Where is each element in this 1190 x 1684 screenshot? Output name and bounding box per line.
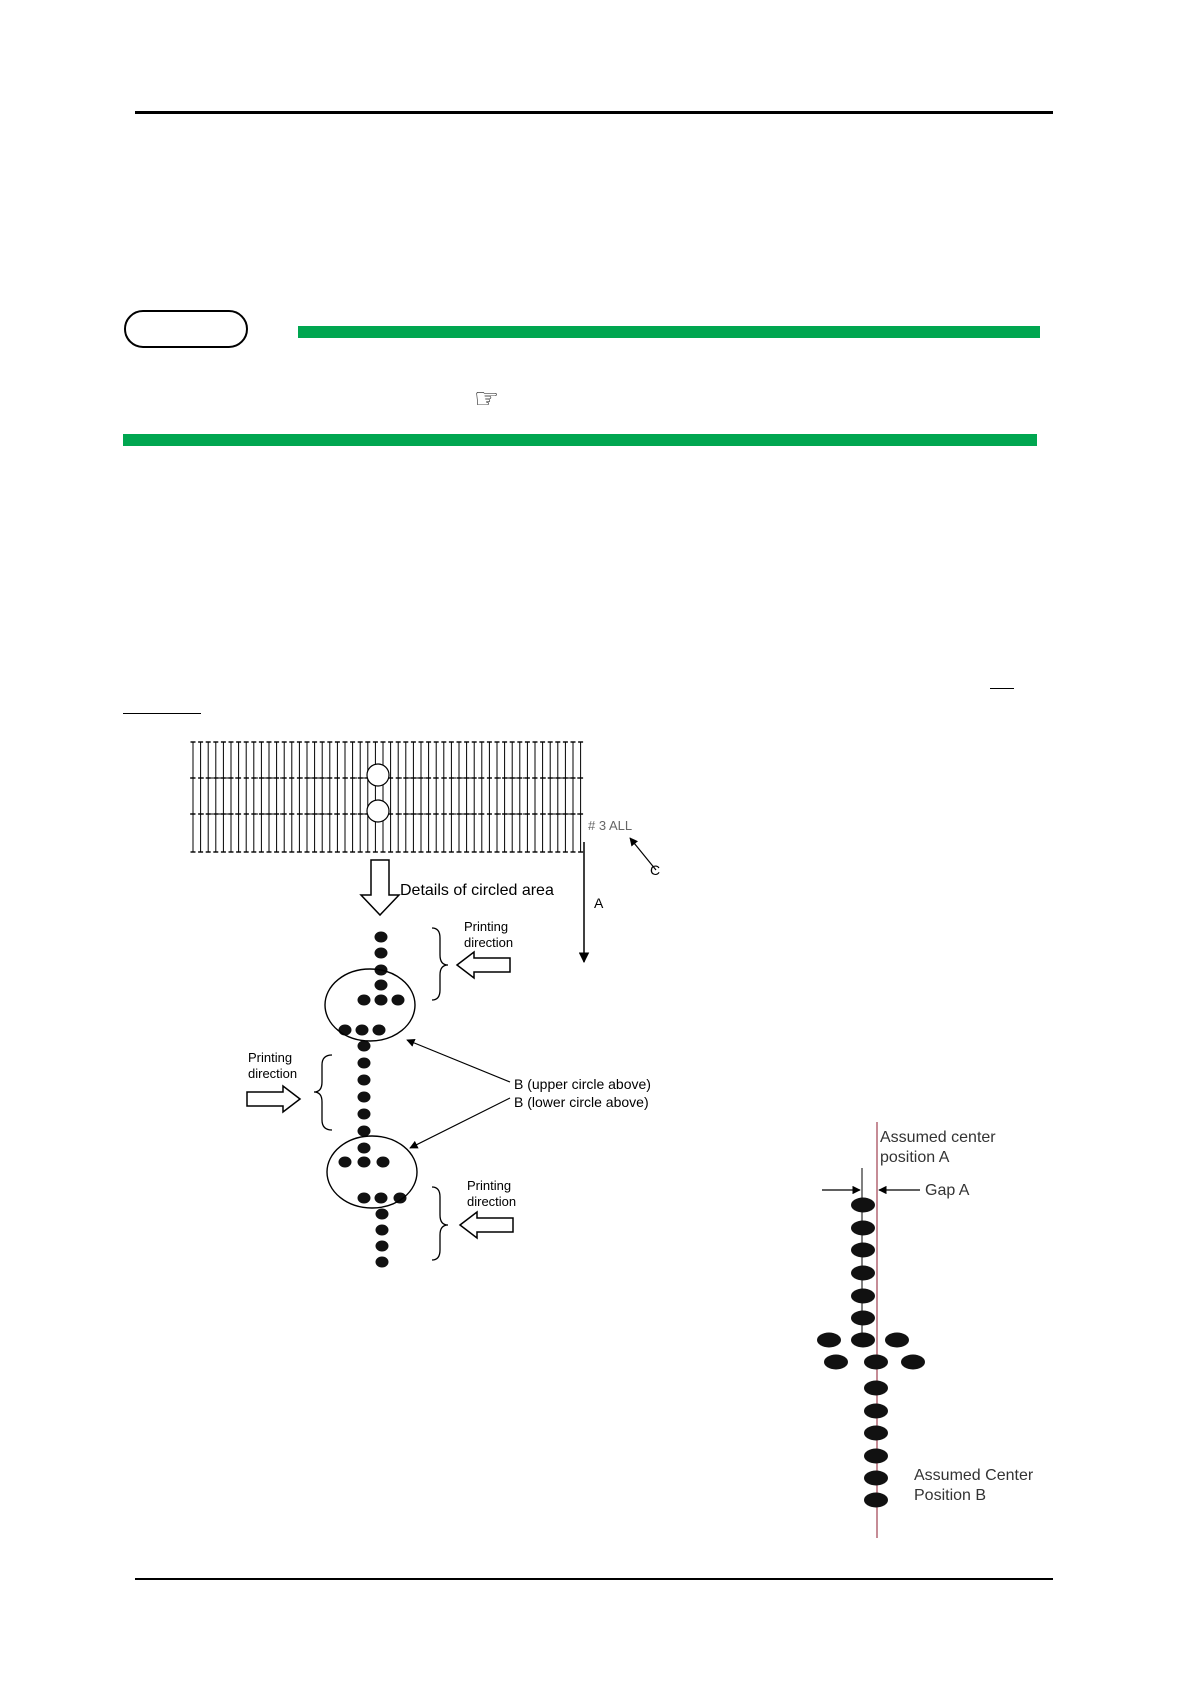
label-a: A <box>594 895 604 911</box>
details-caption: Details of circled area <box>400 882 554 899</box>
brace-lower <box>432 1187 448 1260</box>
pattern-label: # 3 ALL <box>588 818 633 833</box>
print-dot <box>358 1193 371 1204</box>
print-dot <box>375 932 388 943</box>
print-dot <box>851 1289 875 1304</box>
print-dot <box>376 1209 389 1220</box>
print-dot <box>358 1092 371 1103</box>
print-dot <box>358 1126 371 1137</box>
printing-direction-2-line2: direction <box>248 1066 298 1081</box>
print-dot <box>864 1404 888 1419</box>
print-dot <box>358 1041 371 1052</box>
detail-circle-lower <box>327 1136 417 1208</box>
print-dot <box>392 995 405 1006</box>
left-arrow-icon <box>460 1212 513 1238</box>
print-dot <box>864 1426 888 1441</box>
print-dot <box>358 1109 371 1120</box>
print-dot <box>864 1471 888 1486</box>
print-dot <box>864 1449 888 1464</box>
printing-direction-1-line2: direction <box>464 935 514 950</box>
print-dot <box>885 1333 909 1348</box>
print-dot <box>376 1241 389 1252</box>
printing-direction-3-line1: Printing <box>467 1178 512 1193</box>
print-dot <box>358 995 371 1006</box>
brace-middle <box>314 1055 332 1130</box>
print-dot <box>851 1333 875 1348</box>
label-b-lower: B (lower circle above) <box>514 1094 649 1110</box>
print-dot <box>851 1266 875 1281</box>
center-b-line2: Position B <box>914 1487 987 1504</box>
print-dot <box>375 980 388 991</box>
dot-detail <box>339 932 407 1268</box>
pointing-hand-icon: ☞ <box>474 382 500 415</box>
print-dot <box>375 1193 388 1204</box>
print-dot <box>375 995 388 1006</box>
print-dot <box>851 1198 875 1213</box>
print-dot <box>356 1025 369 1036</box>
printing-direction-1-line1: Printing <box>464 919 509 934</box>
print-dot <box>824 1355 848 1370</box>
left-arrow-icon <box>457 952 510 978</box>
print-dot <box>373 1025 386 1036</box>
print-dot <box>339 1157 352 1168</box>
print-dot <box>339 1025 352 1036</box>
detail-circle-upper <box>325 969 415 1041</box>
print-dot <box>851 1221 875 1236</box>
gap-label: Gap A <box>925 1182 970 1199</box>
print-dot <box>358 1075 371 1086</box>
printing-direction-3-line2: direction <box>467 1194 517 1209</box>
print-dot <box>851 1311 875 1326</box>
right-dot-column <box>817 1198 925 1508</box>
print-dot <box>376 1257 389 1268</box>
printing-direction-2-line1: Printing <box>248 1050 293 1065</box>
print-dot <box>376 1225 389 1236</box>
pattern-circle-upper <box>367 764 389 786</box>
b-lower-leader <box>410 1098 510 1148</box>
print-dot <box>851 1243 875 1258</box>
details-down-arrow-icon <box>361 860 399 915</box>
test-pattern <box>190 742 583 852</box>
print-dot <box>377 1157 390 1168</box>
print-dot <box>358 1058 371 1069</box>
center-a-line2: position A <box>880 1149 950 1166</box>
print-dot <box>901 1355 925 1370</box>
right-arrow-icon <box>247 1086 300 1112</box>
label-c: C <box>650 862 661 878</box>
print-dot <box>394 1193 407 1204</box>
print-dot <box>817 1333 841 1348</box>
center-a-line1: Assumed center <box>880 1129 996 1146</box>
print-dot <box>864 1493 888 1508</box>
center-b-line1: Assumed Center <box>914 1467 1034 1484</box>
print-dot <box>864 1355 888 1370</box>
pattern-circle-lower <box>367 800 389 822</box>
brace-upper <box>432 928 448 1000</box>
b-upper-leader <box>407 1040 510 1082</box>
print-dot <box>864 1381 888 1396</box>
print-dot <box>358 1157 371 1168</box>
print-dot <box>375 948 388 959</box>
print-dot <box>358 1143 371 1154</box>
label-b-upper: B (upper circle above) <box>514 1076 651 1092</box>
